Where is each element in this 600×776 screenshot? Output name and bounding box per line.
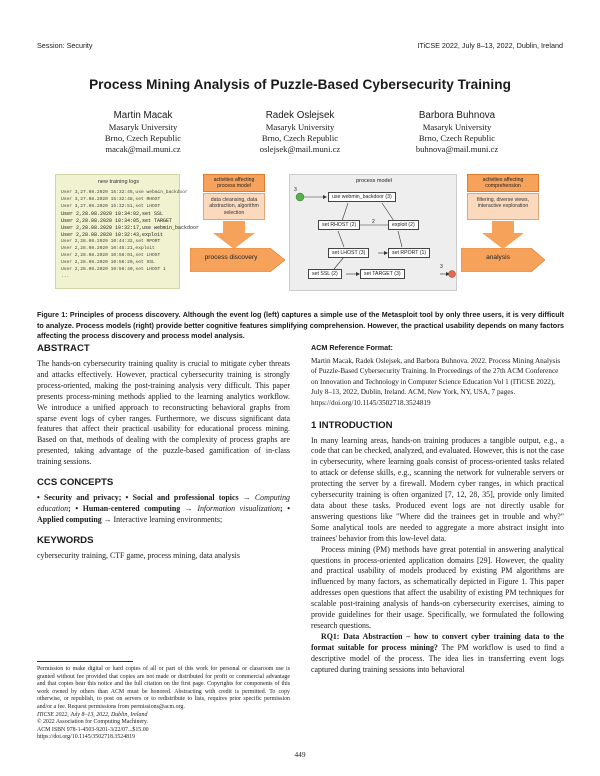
running-header-right: ITiCSE 2022, July 8–13, 2022, Dublin, Ireland (417, 41, 563, 50)
pm-node-exploit: exploit (2) (388, 220, 419, 230)
ccs-part: → Information visualization (180, 503, 280, 513)
introduction-p1: In many learning areas, hands-on training produces a tangible output, e.g., a code that can be checked, analyzed, and evaluated. However, this is not the case in cybersecurity, where learning goals consist of process-oriented tasks related to attack or defense skills, e.g., scanning the network for vulnerable servers or protecting the server by a firewall. Modern cyber ranges, in which practical cybersecurity training is often organized [7, 12, 28, 35], provide only limited data about these tasks. Produced event logs are not directly usable for answering questions like "Where did the trainees get in trouble and why?" Some analytical tools are needed to aggregate a more abstract insight into trainees' behavior from this low-level data. (311, 435, 564, 543)
activities-model-title: activities affecting process model (203, 174, 265, 192)
log-line: User 2,28.08.2020 10:34:05,set TARGET (61, 218, 173, 224)
process-discovery-label: process discovery (204, 254, 258, 261)
right-column (311, 343, 564, 676)
author-block-1 (58, 110, 228, 156)
author-affiliation: Masaryk University (422, 122, 492, 132)
reference-format-text: Martin Macak, Radek Oslejsek, and Barbora Buhnova. 2022. Process Mining Analysis of Puzzle-Based Cybersecurity Training. In Proceedings of the 27th ACM Conference on Innovation and Technology in Computer Science Education Vol 1 (ITiCSE 2022), July 8–13, 2022, Dublin, Ireland. ACM, New York, NY, USA, 7 pages. https://doi.org/10.1145/3502718.3524819 (311, 356, 561, 407)
log-line: User 2,28.08.2020 10:56:01,set LHOST (61, 253, 161, 258)
analysis-label: analysis (486, 254, 510, 261)
log-line: User 2,28.08.2020 10:56:20,set SSL (61, 260, 155, 265)
figure-process-discovery (55, 168, 545, 298)
author-location: Brno, Czech Republic (261, 133, 339, 144)
ccs-part: ; • Human-centered computing (68, 503, 181, 513)
rq1-label: RQ1: Data Abstraction – how to convert cyber training data to the format suitable for process mining? (311, 631, 564, 652)
log-line: User 3,27.08.2020 15:32:48,set RHOST (61, 197, 161, 202)
ccs-part: ; • Social and professional topics (118, 493, 239, 503)
author-affiliation: Masaryk University (265, 122, 335, 132)
caption-label: Figure 1: Principles of process discovery. (37, 310, 181, 319)
start-count: 3 (294, 187, 297, 193)
author-location: Brno, Czech Republic (104, 133, 182, 144)
log-line: User 3,27.08.2020 15:32:45,use webmin_backdoor (61, 190, 188, 195)
log-line: User 2,28.08.2020 10:56:40,set LHOST 1 (61, 267, 166, 272)
left-column (37, 343, 290, 562)
rq1-text: The PM workflow is used to find a descriptive model of the process. The idea lies in transferring event logs captured during training sessions into behavioral (311, 642, 564, 674)
pm-node-lhost: set LHOST (3) (328, 248, 369, 258)
pm-node-rport: set RPORT (1) (388, 248, 430, 258)
introduction-p2: Process mining (PM) methods have great potential in answering analytical questions in process-oriented application domains [29]. However, the quality and practical usability of models produced by existing PM algorithms are influenced by many factors, as schematically depicted in Figure 1. This paper addresses open questions that affect the usability of existing PM techniques for scalable post-training analysis of hands-on cybersecurity exercises, aiming to provide guidelines for their usage. Specifically, we formulated the following research questions. (311, 544, 564, 630)
introduction-rq1 (311, 632, 564, 676)
author-block-2 (215, 110, 385, 156)
mid-count: 2 (372, 219, 375, 225)
author-affiliation: Masaryk University (108, 122, 178, 132)
log-line: User 2,28.08.2020 10:44:32,set RPORT (61, 239, 161, 244)
activities-comprehension-body: filtering, diverse views, interactive exploration (467, 193, 539, 220)
footnote-rule (37, 661, 133, 662)
caption-text: Although the event log (left) captures a simple use of the Metasploit tool by only three users, it is very difficult to analyze. Process models (right) provide better cognitive features simplifying comprehension. However, the practical usability depends on many factors affecting the process discovery and process model analysis. (37, 310, 564, 341)
introduction-heading: 1 INTRODUCTION (311, 419, 393, 431)
log-line: User 2,28.08.2020 10:32:43,exploit (61, 232, 164, 238)
permission-doi[interactable]: https://doi.org/10.1145/3502718.3524819 (37, 734, 136, 741)
event-log-title: new training logs (97, 179, 140, 185)
pm-node-use: use webmin_backdoor (3) (328, 192, 396, 202)
permission-text: Permission to make digital or hard copies of all or part of this work for personal or classroom use is granted without fee provided that copies are not made or distributed for profit or commercial advantage and that copies bear this notice and the full citation on the first page. Copyrights for components of this work owned by others than ACM must be honored. Abstracting with credit is permitted. To copy otherwise, or republish, to post on servers or to redistribute to lists, requires prior specific permission and/or a fee. Request permissions from permissions@acm.org. (37, 666, 290, 710)
author-name: Barbora Buhnova (418, 110, 496, 121)
activities-model-body: data cleansing, data abstraction, algorithm selection (203, 193, 265, 220)
log-line: User 2,28.08.2020 10:32:17,use webmin_backdoor (61, 225, 200, 231)
event-log-panel (55, 174, 200, 289)
process-model-title: process model (356, 178, 392, 184)
author-block-3 (372, 110, 542, 156)
ccs-part: ; • Applied computing (37, 503, 290, 524)
ccs-part: → Interactive learning environments; (101, 514, 223, 524)
permission-block (37, 661, 290, 742)
author-name: Radek Oslejsek (265, 110, 335, 121)
paper-title: Process Mining Analysis of Puzzle-Based Cybersecurity Training (89, 77, 511, 92)
page-number: 449 (294, 750, 306, 759)
author-name: Martin Macak (113, 110, 173, 121)
author-location: Brno, Czech Republic (418, 133, 496, 144)
ccs-text (37, 493, 290, 526)
log-line: User 2,28.08.2020 10:45:21,exploit (61, 246, 155, 251)
permission-venue: ITiCSE 2022, July 8–13, 2022, Dublin, Ireland (37, 711, 148, 718)
arrow-down-icon (482, 221, 524, 249)
process-model-panel (289, 174, 457, 291)
log-line: User 2,28.08.2020 10:34:02,set SSL (61, 211, 164, 217)
end-node-icon (449, 271, 456, 278)
figure-caption (37, 310, 564, 342)
keywords-text: cybersecurity training, CTF game, process mining, data analysis (37, 550, 240, 560)
author-email[interactable]: oslejsek@mail.muni.cz (259, 144, 341, 155)
author-email[interactable]: macak@mail.muni.cz (105, 144, 181, 155)
start-node-icon (296, 193, 304, 201)
pm-node-rhost: set RHOST (2) (318, 220, 360, 230)
running-header-left: Session: Security (37, 41, 93, 50)
author-email[interactable]: buhnova@mail.muni.cz (415, 144, 499, 155)
end-count: 3 (440, 264, 443, 270)
pm-node-ssl: set SSL (2) (308, 269, 342, 279)
permission-isbn: ACM ISBN 978-1-4503-9201-3/22/07...$15.00 (37, 726, 149, 733)
abstract-heading: ABSTRACT (37, 343, 90, 354)
ccs-part: • Security and privacy (37, 493, 119, 503)
pm-node-target: set TARGET (3) (360, 269, 405, 279)
log-line: ... (61, 274, 70, 279)
log-line: User 3,27.08.2020 15:32:51,set LHOST (61, 204, 161, 209)
keywords-heading: KEYWORDS (37, 534, 94, 546)
reference-format-heading: ACM Reference Format: (311, 343, 393, 352)
abstract-text: The hands-on cybersecurity training quality is crucial to mitigate cyber threats and attacks effectively. However, practical cybersecurity training is strongly process-oriented, making the post-training analysis very difficult. This paper presents process-mining methods applied to the learning analytics workflow. We introduce a unified approach to reconstructing behavioral graphs from sparse event logs of cyber ranges. Furthermore, we discuss significant data features that affect their practical usability for educational process mining. Based on that, methods of dealing with the complexity of process graphs are presented, taking advantage of the puzzle-based gamification of in-class training sessions. (37, 359, 290, 467)
permission-copyright: © 2022 Association for Computing Machinery. (37, 719, 149, 726)
ccs-heading: CCS CONCEPTS (37, 477, 114, 489)
ccs-part: → Computing education (37, 493, 290, 513)
arrow-down-icon (213, 221, 255, 249)
activities-comprehension-title: activities affecting comprehension (467, 174, 539, 192)
